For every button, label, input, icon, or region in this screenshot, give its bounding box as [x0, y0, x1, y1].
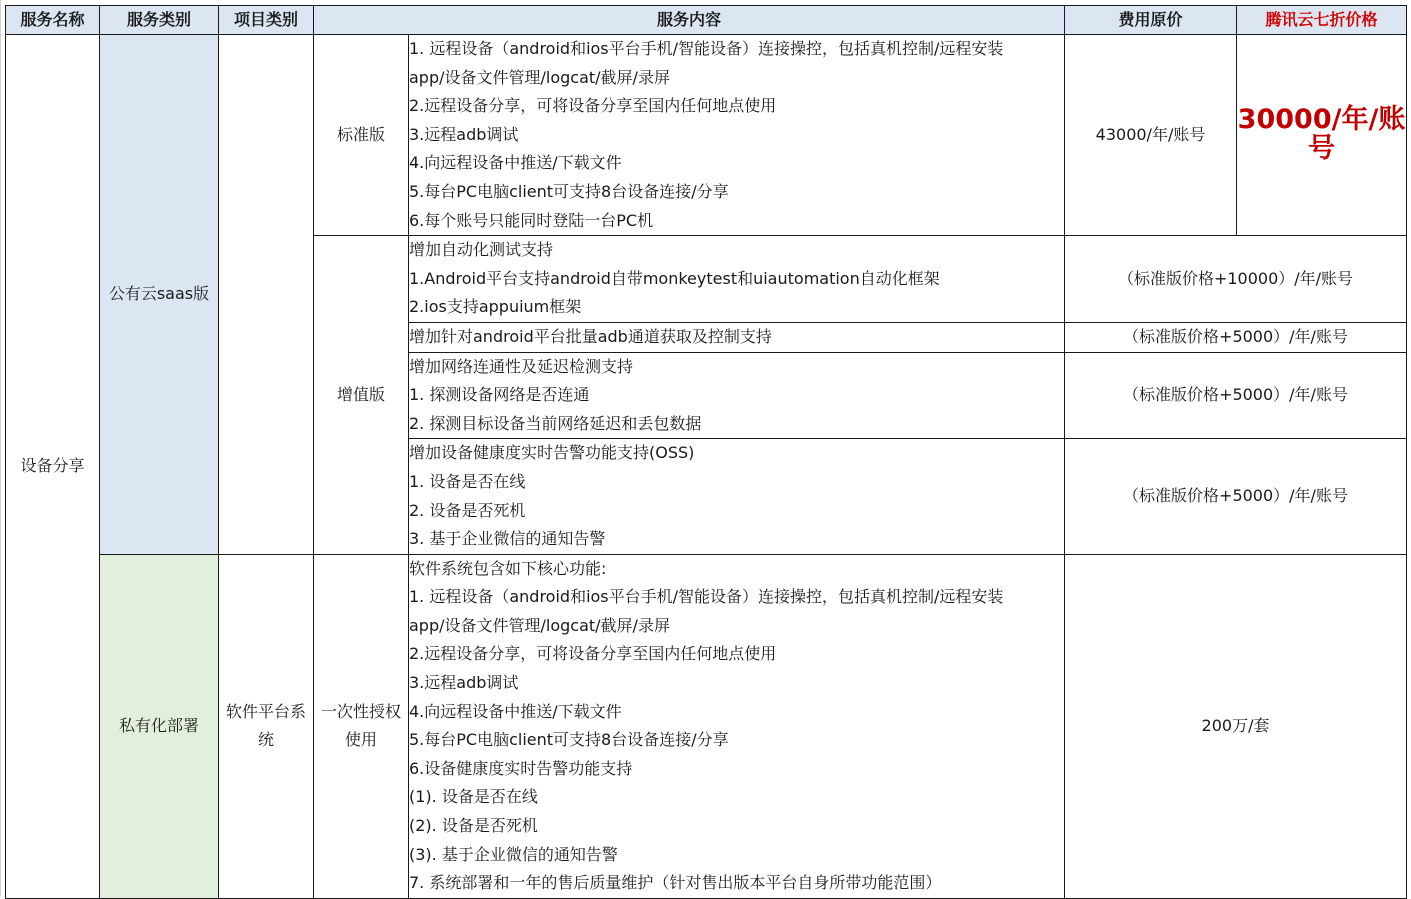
content-line: 2.ios支持appuium框架 [409, 297, 582, 317]
content-line: app/设备文件管理/logcat/截屏/录屏 [409, 615, 670, 635]
content-line: (1). 设备是否在线 [409, 787, 538, 807]
content-line: 2.远程设备分享，可将设备分享至国内任何地点使用 [409, 96, 777, 116]
value-added-price-cell[interactable]: （标准版价格+5000）/年/账号 [1065, 352, 1407, 439]
content-line: 5.每台PC电脑client可支持8台设备连接/分享 [409, 730, 729, 750]
standard-edition-cell[interactable]: 标准版 [314, 35, 409, 236]
content-line: 1.Android平台支持android自带monkeytest和uiautomation自动化框架 [409, 268, 940, 288]
content-line: 4.向远程设备中推送/下载文件 [409, 153, 622, 173]
value-added-content-cell[interactable] [409, 236, 1065, 323]
content-line: 增加针对android平台批量adb通道获取及控制支持 [409, 326, 772, 346]
content-line: 增加网络连通性及延迟检测支持 [409, 356, 634, 376]
header-discount-price[interactable]: 腾讯云七折价格 [1237, 6, 1407, 35]
value-added-price-cell[interactable]: （标准版价格+10000）/年/账号 [1065, 236, 1407, 323]
content-line: 7. 系统部署和一年的售后质量维护（针对售出版本平台自身所带功能范围） [409, 873, 942, 893]
private-price-cell[interactable]: 200万/套 [1065, 554, 1407, 898]
header-row [6, 6, 1407, 35]
content-line: (3). 基于企业微信的通知告警 [409, 844, 618, 864]
content-line: 1. 设备是否在线 [409, 471, 526, 491]
content-line: 增加自动化测试支持 [409, 240, 554, 260]
content-line: 2.远程设备分享，可将设备分享至国内任何地点使用 [409, 644, 777, 664]
private-project-cell[interactable]: 软件平台系统 [219, 554, 314, 898]
header-original-price[interactable]: 费用原价 [1065, 6, 1237, 35]
content-line: 3. 基于企业微信的通知告警 [409, 529, 606, 549]
public-cloud-category-cell[interactable]: 公有云saas版 [100, 35, 219, 555]
content-line: 2. 探测目标设备当前网络延迟和丢包数据 [409, 413, 702, 433]
content-line: 3.远程adb调试 [409, 124, 519, 144]
value-added-price-cell[interactable]: （标准版价格+5000）/年/账号 [1065, 322, 1407, 352]
discount-price-text: 30000/年/账号 [1237, 104, 1406, 165]
public-cloud-project-cell[interactable] [219, 35, 314, 555]
private-content-cell[interactable] [409, 554, 1065, 898]
content-line: app/设备文件管理/logcat/截屏/录屏 [409, 67, 670, 87]
table-row [6, 554, 1407, 898]
sheet-left-edge [0, 0, 1, 896]
value-added-content-cell[interactable] [409, 352, 1065, 439]
content-line: 2. 设备是否死机 [409, 500, 526, 520]
header-service-category[interactable]: 服务类别 [100, 6, 219, 35]
header-service-name[interactable]: 服务名称 [6, 6, 100, 35]
content-line: 6.每个账号只能同时登陆一台PC机 [409, 210, 654, 230]
standard-content-cell[interactable] [409, 35, 1065, 236]
standard-discount-price-cell[interactable] [1237, 35, 1407, 236]
content-line: 1. 远程设备（android和ios平台手机/智能设备）连接操控，包括真机控制/远程安装 [409, 587, 1004, 607]
value-added-content-cell[interactable] [409, 322, 1065, 352]
content-line: 1. 探测设备网络是否连通 [409, 385, 590, 405]
content-line: 软件系统包含如下核心功能: [409, 558, 607, 578]
private-license-cell[interactable]: 一次性授权使用 [314, 554, 409, 898]
content-line: (2). 设备是否死机 [409, 816, 538, 836]
content-line: 1. 远程设备（android和ios平台手机/智能设备）连接操控，包括真机控制/远程安装 [409, 39, 1004, 58]
pricing-table [5, 5, 1407, 899]
standard-original-price-cell[interactable]: 43000/年/账号 [1065, 35, 1237, 236]
private-category-cell[interactable]: 私有化部署 [100, 554, 219, 898]
value-added-content-cell[interactable] [409, 439, 1065, 554]
content-line: 增加设备健康度实时告警功能支持(OSS) [409, 443, 695, 463]
service-name-cell[interactable]: 设备分享 [6, 35, 100, 899]
content-line: 3.远程adb调试 [409, 673, 519, 693]
content-line: 4.向远程设备中推送/下载文件 [409, 701, 622, 721]
content-line: 5.每台PC电脑client可支持8台设备连接/分享 [409, 181, 729, 201]
header-service-content[interactable]: 服务内容 [314, 6, 1065, 35]
value-added-price-cell[interactable]: （标准版价格+5000）/年/账号 [1065, 439, 1407, 554]
table-row [6, 35, 1407, 236]
content-line: 6.设备健康度实时告警功能支持 [409, 758, 633, 778]
value-added-edition-cell[interactable]: 增值版 [314, 236, 409, 555]
header-project-category[interactable]: 项目类别 [219, 6, 314, 35]
